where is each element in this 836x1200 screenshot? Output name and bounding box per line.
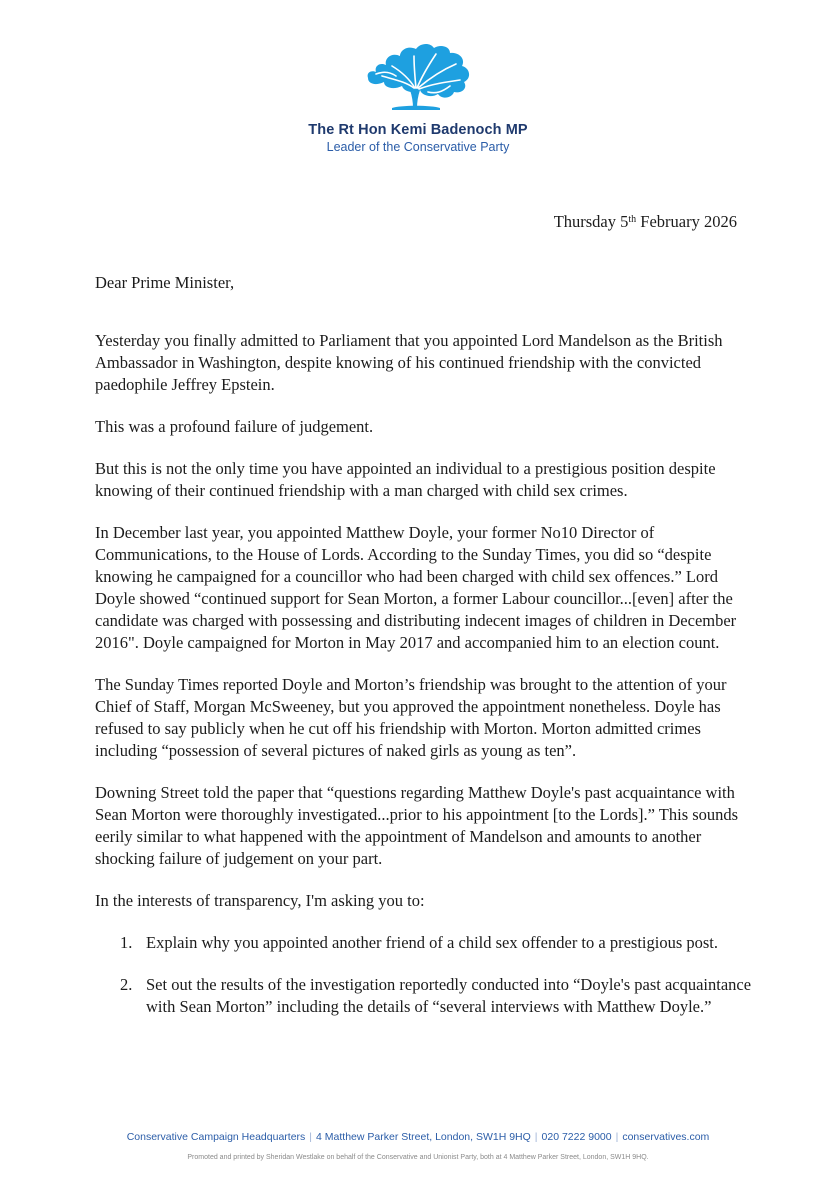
paragraph: In the interests of transparency, I'm asking you to: <box>95 891 425 910</box>
list-item-text: Explain why you appointed another friend of a child sex offender to a prestigious post. <box>146 933 719 952</box>
footer-hq: Conservative Campaign Headquarters <box>126 1131 306 1143</box>
request-list <box>95 932 755 1018</box>
letter-footer <box>0 1131 836 1161</box>
date-prefix: Thursday 5 <box>553 212 629 231</box>
footer-imprint: Promoted and printed by Sheridan Westlake on behalf of the Conservative and Unionist Party, both at 4 Matthew Parker Street, London, SW1H 9HQ. <box>187 1154 649 1161</box>
letter-body <box>95 330 755 1038</box>
paragraph: Downing Street told the paper that “questions regarding Matthew Doyle's past acquaintance with Sean Morton were thoroughly investigated...prior to his appointment [to the Lords].” This sounds eerily similar to what happened with the appointment of Mandelson and amounts to another shocking failure of judgement on your part. <box>95 783 739 868</box>
paragraph: In December last year, you appointed Matthew Doyle, your former No10 Director of Communications, to the House of Lords. According to the Sunday Times, you did so “despite knowing he campaigned for a councillor who had been charged with child sex offences.” Lord Doyle showed “continued support for Sean Morton, a former Labour councillor...[even] after the candidate was charged with possessing and distributing indecent images of children in December 2016". Doyle campaigned for Morton in May 2017 and accompanied him to an election count. <box>95 523 737 652</box>
paragraph: The Sunday Times reported Doyle and Morton’s friendship was brought to the attention of your Chief of Staff, Morgan McSweeney, but you approved the appointment nonetheless. Doyle has refused to say publicly when he cut off his friendship with Morton. Morton admitted crimes including “possession of several pictures of naked girls as young as ten”. <box>95 675 727 760</box>
footer-address: 4 Matthew Parker Street, London, SW1H 9HQ <box>316 1131 531 1143</box>
list-item-text: Set out the results of the investigation reportedly conducted into “Doyle's past acquaintance with Sean Morton” including the details of “several interviews with Matthew Doyle.” <box>146 975 752 1016</box>
author-role: Leader of the Conservative Party <box>326 140 510 154</box>
salutation: Dear Prime Minister, <box>95 273 235 292</box>
footer-separator: | <box>615 1131 619 1143</box>
list-item <box>95 932 755 954</box>
footer-separator: | <box>534 1131 538 1143</box>
list-item-number: 1. <box>120 933 133 952</box>
footer-separator: | <box>309 1131 313 1143</box>
date-ordinal-suffix: th <box>628 214 637 225</box>
footer-phone: 020 7222 9000 <box>541 1131 612 1143</box>
paragraph: Yesterday you finally admitted to Parliament that you appointed Lord Mandelson as the British Ambassador in Washington, despite knowing of his continued friendship with the convicted paedophile Jeffrey Epstein. <box>95 331 723 394</box>
footer-contact-line <box>0 1131 836 1143</box>
letter-date <box>554 212 737 232</box>
list-item <box>95 974 755 1018</box>
author-name: The Rt Hon Kemi Badenoch MP <box>308 122 528 138</box>
paragraph: But this is not the only time you have appointed an individual to a prestigious position despite knowing of their continued friendship with a man charged with child sex crimes. <box>95 459 716 500</box>
footer-website-link[interactable]: conservatives.com <box>622 1131 710 1143</box>
paragraph: This was a profound failure of judgement. <box>95 417 374 436</box>
letterhead <box>0 38 836 154</box>
conservative-tree-logo-icon <box>362 38 474 112</box>
list-item-number: 2. <box>120 975 133 994</box>
date-rest: February 2026 <box>636 212 737 231</box>
